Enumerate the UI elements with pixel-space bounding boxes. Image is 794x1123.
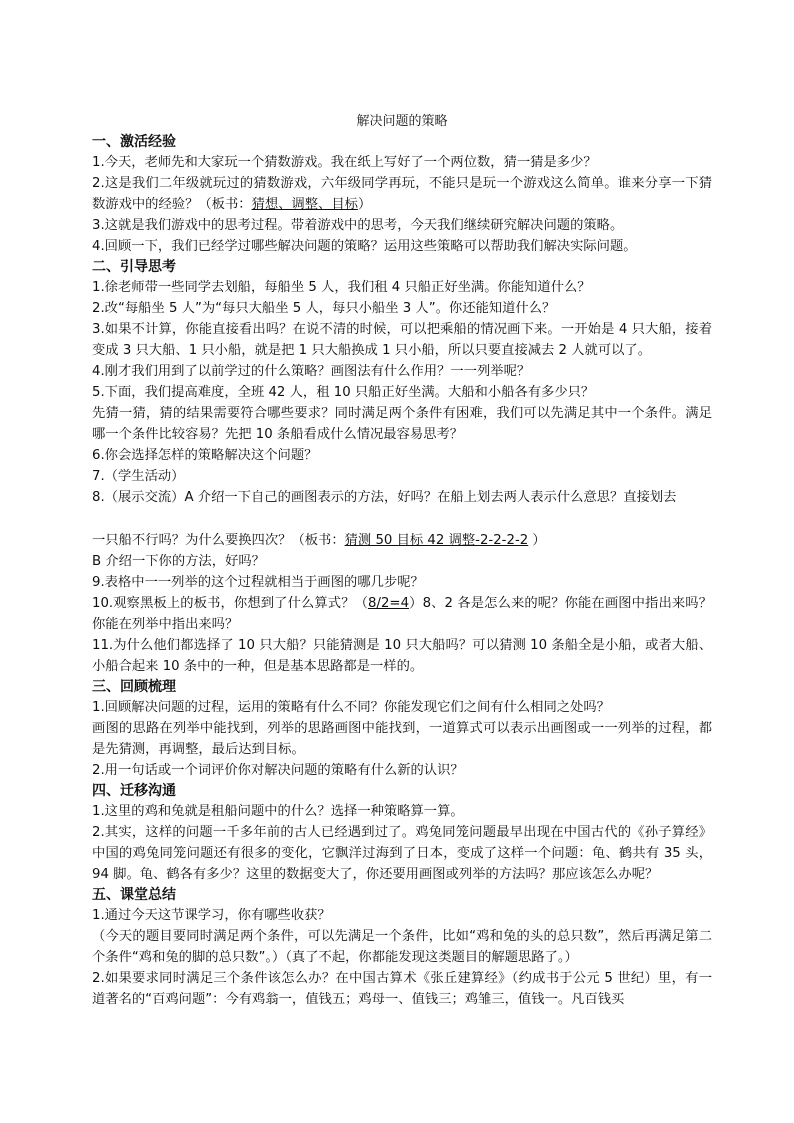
paragraph: 画图的思路在列举中能找到，列举的思路画图中能找到，一道算式可以表示出画图或一一列举的过程，都是先猜测，再调整，最后达到目标。 (92, 721, 712, 757)
board-formula: 8/2=4 (368, 596, 410, 611)
paragraph: 8.（展示交流）A 介绍一下自己的画图表示的方法，好吗？在船上划去两人表示什么意思？直接划去 (92, 490, 677, 505)
paragraph (92, 530, 712, 551)
paragraph: 先猜一猜，猜的结果需要符合哪些要求？同时满足两个条件有困难，我们可以先满足其中一个条件。满足哪一个条件比较容易？先把 10 条船看成什么情况最容易思考？ (92, 406, 712, 442)
section-heading: 二、引导思考 (92, 259, 176, 275)
paragraph-text: ）8、2 各是怎么来的呢？你能在画图中指出来吗？你能在列举中指出来吗？ (92, 596, 712, 632)
paragraph (92, 593, 712, 635)
document-title: 解决问题的策略 (356, 114, 448, 129)
paragraph-text: ） (528, 533, 546, 548)
section-heading: 一、激活经验 (92, 134, 176, 150)
section-heading: 三、回顾梳理 (92, 679, 176, 695)
paragraph-text: 10.观察黑板上的板书，你想到了什么算式？（ (92, 596, 369, 611)
paragraph: （今天的题目要同时满足两个条件，可以先满足一个条件，比如“鸡和兔的头的总只数”，然后再满足第二个条件“鸡和兔的脚的总只数”。）（真了不起，你都能发现这类题目的解题思路了。） (92, 929, 712, 965)
section-guided-thinking (92, 257, 712, 677)
board-note: 猜测 50 目标 42 调整-2-2-2-2 (344, 533, 529, 548)
paragraph: 2.其实，这样的问题一千多年前的古人已经遇到过了。鸡兔同笼问题最早出现在中国古代的《孙子算经》中国的鸡兔同笼问题还有很多的变化，它飘洋过海到了日本，变成了这样一个问题：龟、鹤共有 35 头，94 脚。龟、鹤各有多少？这里的数据变大了，你还要用画图或列举的方法吗？那应该怎么办呢？ (92, 825, 712, 882)
paragraph: 1.这里的鸡和兔就是租船问题中的什么？选择一种策略算一算。 (92, 804, 464, 819)
section-review (92, 677, 712, 781)
blank-gap (92, 508, 712, 530)
paragraph: 5.下面，我们提高难度，全班 42 人，租 10 只船正好坐满。大船和小船各有多少只？ (92, 385, 595, 400)
section-transfer (92, 781, 712, 885)
section-heading: 四、迁移沟通 (92, 783, 176, 799)
paragraph: 4.刚才我们用到了以前学过的什么策略？画图法有什么作用？一一列举呢？ (92, 364, 531, 379)
paragraph: 6.你会选择怎样的策略解决这个问题？ (92, 448, 318, 463)
paragraph: 3.这就是我们游戏中的思考过程。带着游戏中的思考，今天我们继续研究解决问题的策略。 (92, 218, 624, 233)
paragraph-text: 一只船不行吗？为什么要换四次？（板书： (92, 533, 345, 548)
paragraph: B 介绍一下你的方法，好吗？ (92, 554, 265, 569)
paragraph: 7.（学生活动） (92, 469, 185, 484)
paragraph: 1.徐老师带一些同学去划船，每船坐 5 人，我们租 4 只船正好坐满。你能知道什么？ (92, 280, 591, 295)
paragraph: 1.回顾解决问题的过程，运用的策略有什么不同？你能发现它们之间有什么相同之处吗？ (92, 700, 610, 715)
paragraph: 2.如果要求同时满足三个条件该怎么办？在中国古算术《张丘建算经》（约成书于公元 5 世纪）里，有一道著名的“百鸡问题”：今有鸡翁一，值钱五；鸡母一、值钱三；鸡雏三，值钱一。凡百钱买 (92, 971, 712, 1007)
paragraph: 4.回顾一下，我们已经学过哪些解决问题的策略？运用这些策略可以帮助我们解决实际问题。 (92, 239, 637, 254)
paragraph-text: ） (357, 197, 372, 212)
document-page (92, 112, 712, 1010)
paragraph: 2.用一句话或一个词评价你对解决问题的策略有什么新的认识？ (92, 763, 464, 778)
paragraph: 1.通过今天这节课学习，你有哪些收获？ (92, 908, 331, 923)
paragraph: 11.为什么他们都选择了 10 只大船？只能猜测是 10 只大船吗？可以猜测 10 条船全是小船，或者大船、小船合起来 10 条中的一种，但是基本思路都是一样的。 (92, 638, 712, 674)
paragraph: 3.如果不计算，你能直接看出吗？在说不清的时候，可以把乘船的情况画下来。一开始是 4 只大船，接着变成 3 只大船、1 只小船，就是把 1 只大船换成 1 只小船，所以只要直接减去 2 人就可以了。 (92, 322, 712, 358)
paragraph (92, 173, 712, 215)
paragraph-text: 2.这是我们二年级就玩过的猜数游戏，六年级同学再玩，不能只是玩一个游戏这么简单。谁来分享一下猜数游戏中的经验？（板书： (92, 176, 712, 212)
section-heading: 五、课堂总结 (92, 887, 176, 903)
section-summary (92, 885, 712, 1010)
paragraph: 9.表格中一一列举的这个过程就相当于画图的哪几步呢？ (92, 575, 424, 590)
paragraph: 2.改“每船坐 5 人”为“每只大船坐 5 人，每只小船坐 3 人”。你还能知道什么？ (92, 301, 556, 316)
board-note: 猜想、调整、目标 (251, 197, 358, 212)
section-activate-experience (92, 132, 712, 257)
paragraph: 1.今天，老师先和大家玩一个猜数游戏。我在纸上写好了一个两位数，猜一猜是多少？ (92, 155, 597, 170)
